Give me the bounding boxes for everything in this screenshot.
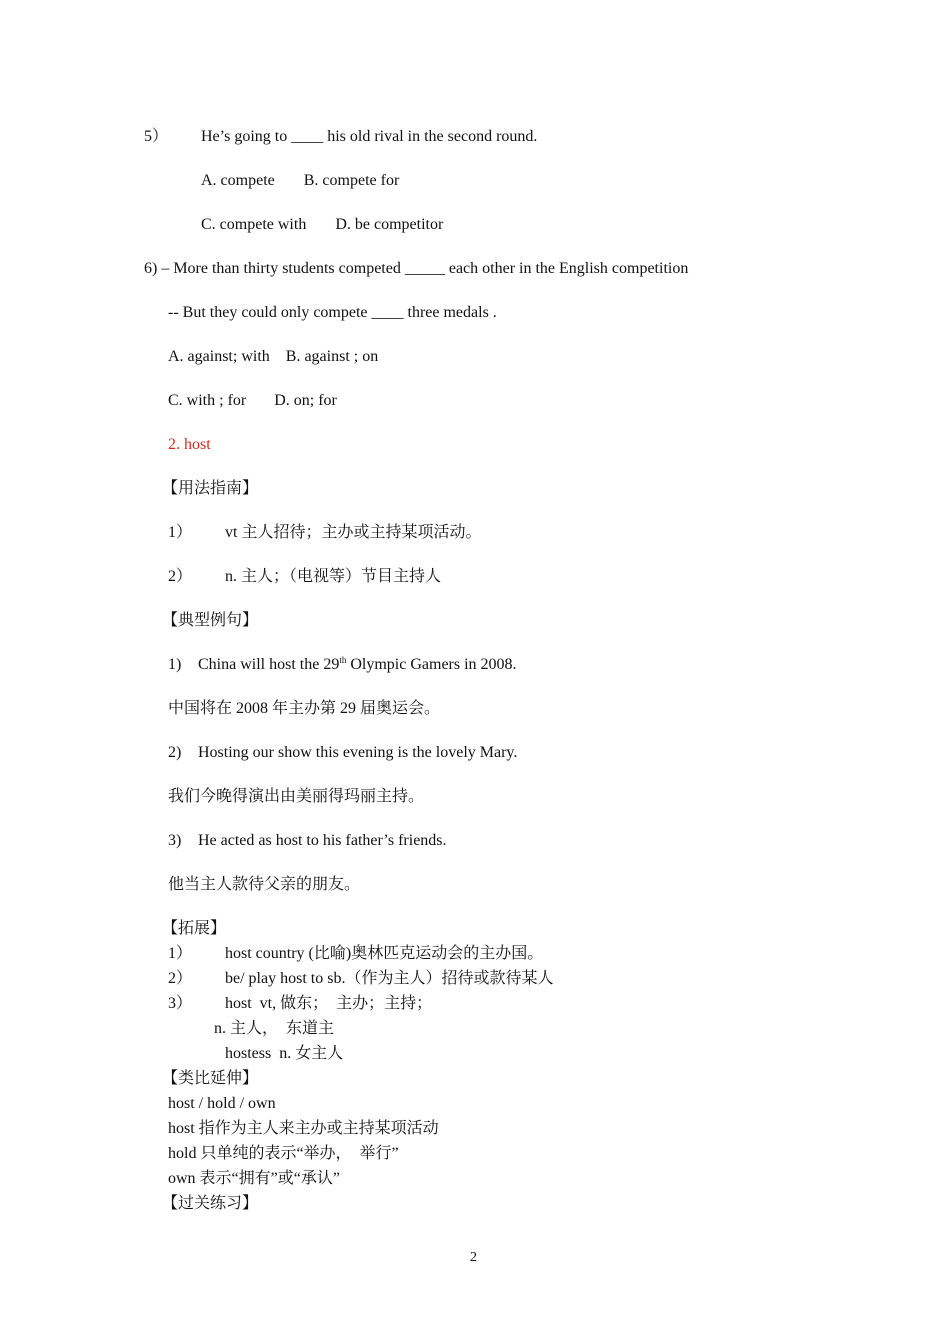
example-2	[168, 743, 517, 763]
example-1-translation: 中国将在 2008 年主办第 29 届奥运会。	[168, 700, 441, 717]
example-text: He acted as host to his father’s friends.	[198, 832, 447, 849]
item-text: host country (比喻)奥林匹克运动会的主办国。	[225, 945, 544, 962]
example-text: Hosting our show this evening is the lovely Mary.	[198, 744, 518, 761]
q6-options-ab: A. against; with B. against ; on	[168, 348, 379, 365]
item-text: vt 主人招待；主办或主持某项活动。	[225, 524, 482, 541]
example-number: 2)	[168, 744, 182, 761]
question-number: 5）	[144, 128, 169, 145]
extend-item-1	[168, 944, 543, 964]
page-number: 2	[470, 1250, 477, 1265]
example-text-post: Olympic Gamers in 2008.	[346, 656, 517, 673]
item-text: host vt, 做东； 主办；主持；	[225, 995, 433, 1012]
example-text-pre: China will host the 29	[198, 656, 340, 673]
question-6-line-2: -- But they could only compete ____ three medals .	[168, 304, 497, 321]
item-number: 2）	[168, 568, 193, 585]
usage-header: 【用法指南】	[162, 480, 259, 497]
usage-item-1	[168, 523, 481, 543]
item-text: n. 主人；（电视等）节目主持人	[225, 568, 442, 585]
option-a: A. compete	[201, 172, 275, 189]
option-c: C. compete with	[201, 216, 307, 233]
extend-item-2	[168, 969, 553, 989]
item-number: 3）	[168, 995, 193, 1012]
extend-noun-line: n. 主人， 东道主	[214, 1020, 335, 1037]
example-number: 3)	[168, 832, 182, 849]
extend-item-3	[168, 994, 432, 1014]
q5-options-cd	[201, 215, 443, 235]
q5-options-ab	[201, 171, 399, 191]
question-5	[144, 127, 537, 147]
analogy-line-3: hold 只单纯的表示“举办， 举行”	[168, 1145, 399, 1162]
question-text: He’s going to ____ his old rival in the second round.	[201, 128, 538, 145]
section-title: 2. host	[168, 436, 211, 453]
example-2-translation: 我们今晚得演出由美丽得玛丽主持。	[168, 788, 425, 805]
example-3-translation: 他当主人款待父亲的朋友。	[168, 876, 361, 893]
q6-options-cd: C. with ; for D. on; for	[168, 392, 337, 409]
option-d: D. be competitor	[335, 216, 444, 233]
examples-header: 【典型例句】	[162, 612, 259, 629]
question-6-line-1: 6) – More than thirty students competed _____ each other in the English competition	[144, 260, 689, 277]
example-number: 1)	[168, 656, 182, 673]
analogy-line-2: host 指作为主人来主办或主持某项活动	[168, 1120, 439, 1137]
analogy-line-1: host / hold / own	[168, 1095, 276, 1112]
extend-hostess-line: hostess n. 女主人	[225, 1045, 344, 1062]
item-number: 1）	[168, 945, 193, 962]
ordinal-suffix: th	[339, 655, 347, 665]
item-number: 1）	[168, 524, 193, 541]
usage-item-2	[168, 567, 441, 587]
option-b: B. compete for	[303, 172, 400, 189]
analogy-line-4: own 表示“拥有”或“承认”	[168, 1170, 340, 1187]
item-text: be/ play host to sb.（作为主人）招待或款待某人	[225, 970, 554, 987]
analogy-header: 【类比延伸】	[162, 1070, 259, 1087]
extend-header: 【拓展】	[162, 920, 227, 937]
example-1	[168, 655, 517, 675]
example-3	[168, 831, 447, 851]
item-number: 2）	[168, 970, 193, 987]
practice-header: 【过关练习】	[162, 1195, 259, 1212]
